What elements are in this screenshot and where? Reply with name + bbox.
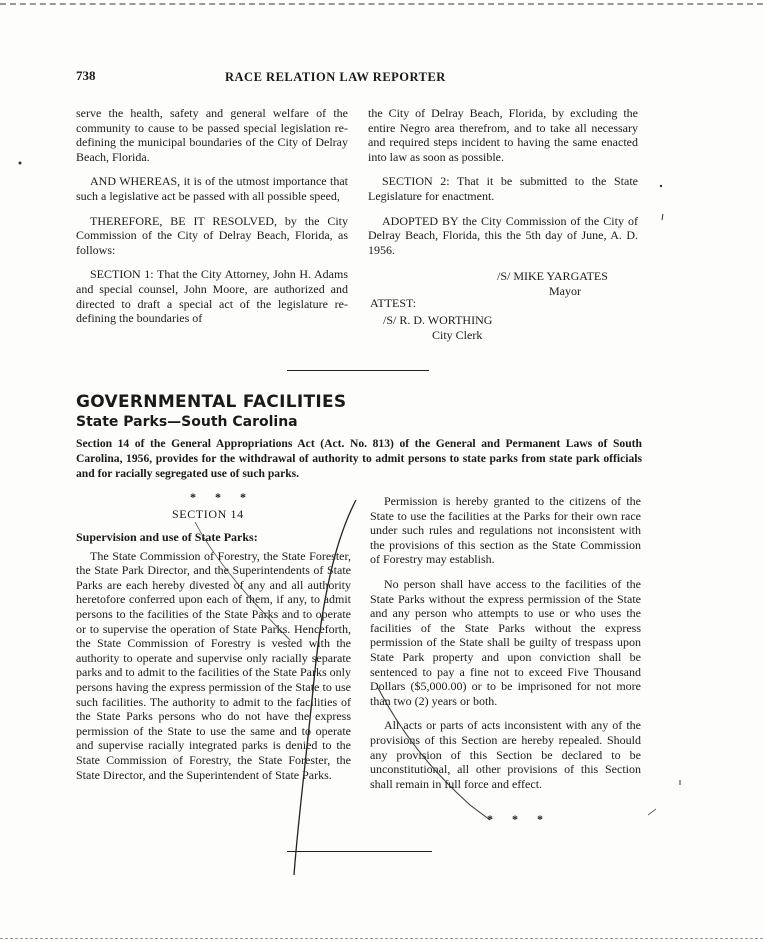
run-in-heading-text: Supervision and use of State Parks:: [76, 530, 258, 544]
resolution-paragraph: SECTION 1: That the City Attorney, John H. Adams and special counsel, John Moore, are authorized and directed to draft a special act of the legislature re-defining the boundaries of: [76, 267, 348, 326]
resolution-paragraph: serve the health, safety and general welfare of the community to cause to be passed special legislation re-defining the municipal boundaries of the City of Delray Beach, Florida.: [76, 106, 348, 164]
running-title: RACE RELATION LAW REPORTER: [225, 70, 446, 84]
section-subheading: State Parks—South Carolina: [76, 414, 298, 430]
margin-speck: [662, 214, 663, 220]
statute-paragraph: The State Commission of Forestry, the State Forester, the State Park Director, and the Superintendents of State Parks are each hereby divested of any and all authority heretofore conferred upon each of them, if any, to admit persons to the facilities of the State Parks and to operate or to supervise the operation of State Parks. Henceforth, the State Commission of Forestry is vested with the authority to operate and supervise only racially separate parks and to admit to the facilities of the State Parks only persons having the express permission of the State to use such facilities. The authority to admit to the facilities of the State Parks persons who do not have the express permission of the State to use the same and to operate and supervise racially integrated parks is denied to the State Commission of Forestry, the State Forester, the State Director, and the Superintendent of State Parks.: [76, 548, 351, 782]
resolution-paragraph: ADOPTED BY the City Commission of the City of Delray Beach, Florida, this the 5th day of June, A. D. 1956.: [368, 213, 638, 257]
pen-stroke: [378, 688, 490, 820]
statute-paragraph: Permission is hereby granted to the citizens of the State to use the facilities at the Parks for their own race under such rules and regulations not inconsistent with the provisions of this section as the State Commission of Forestry may establish.: [370, 494, 641, 567]
margin-speck: [19, 162, 22, 165]
mayor-title: Mayor: [549, 284, 581, 298]
clerk-signature: /S/ R. D. WORTHING: [383, 313, 493, 327]
resolution-paragraph: AND WHEREAS, it is of the utmost importance that such a legislative act be passed with all possible speed,: [76, 174, 348, 203]
pen-stroke: [294, 500, 356, 875]
pen-stroke: [195, 522, 290, 640]
mayor-signature: /S/ MIKE YARGATES: [497, 269, 608, 283]
clerk-title: City Clerk: [432, 328, 483, 342]
section-heading: GOVERNMENTAL FACILITIES: [76, 392, 347, 412]
closing-ellipsis: * * *: [487, 812, 551, 826]
resolution-paragraph: THEREFORE, BE IT RESOLVED, by the City Commission of the City of Delray Beach, Florida, as follows:: [76, 213, 348, 257]
resolution-paragraph: the City of Delray Beach, Florida, by excluding the entire Negro area therefrom, and to take all necessary and required steps incident to having the same enacted into law as soon as possible.: [368, 106, 638, 164]
section-title: SECTION 14: [172, 507, 244, 521]
attest-label: ATTEST:: [370, 296, 417, 310]
ellipsis: * * *: [190, 490, 254, 504]
resolution-paragraph: SECTION 2: That it be submitted to the State Legislature for enactment.: [368, 174, 638, 203]
section-summary: Section 14 of the General Appropriations Act (Act. No. 813) of the General and Permanent Laws of South Carolina, 1956, provides for the withdrawal of authority to admit persons to state parks from state park officials and for racially segregated use of such parks.: [76, 437, 642, 480]
statute-paragraph: No person shall have access to the facilities of the State Parks without the express permission of the State and any person who attempts to use or who uses the facilities of the State Parks without the express permission of the State shall be guilty of trespass upon State Park property and upon conviction shall be sentenced to pay a fine not to exceed Five Thousand Dollars ($5,000.00) or to be imprisoned for not more than two (2) years or both.: [370, 576, 641, 708]
margin-speck: [660, 185, 662, 187]
statute-paragraph: All acts or parts of acts inconsistent with any of the provisions of this Section are hereby repealed. Should any provision of this Section be declared to be unconstitutional, all other provisions of this Section shall remain in full force and effect.: [370, 718, 641, 791]
margin-speck: [648, 809, 656, 815]
page-number: 738: [76, 68, 96, 83]
